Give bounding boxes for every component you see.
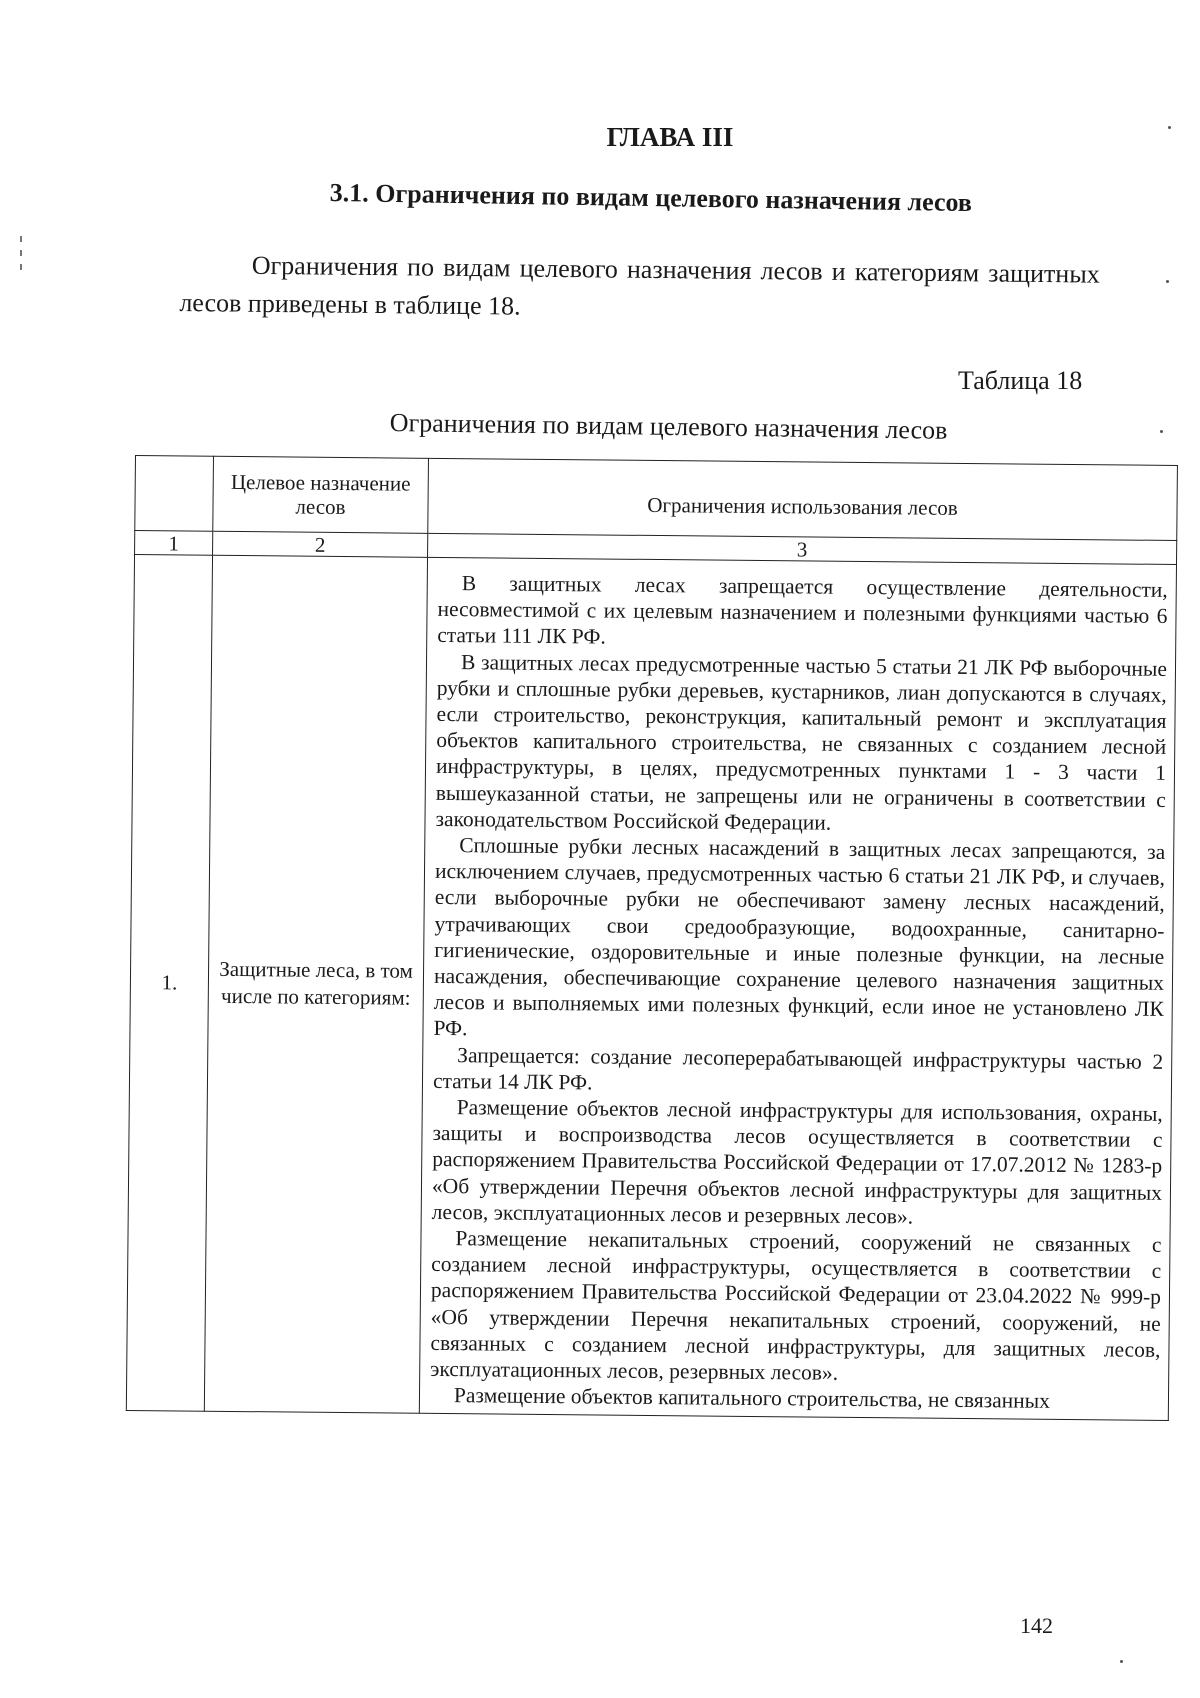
scan-speck [1168,126,1171,129]
page-number: 142 [1020,1613,1053,1638]
table-header-row [135,456,1178,541]
section-title: 3.1. Ограничения по видам целевого назначения лесов [329,178,973,218]
scan-speck [1160,430,1163,433]
restriction-paragraph: Сплошные рубки лесных насаждений в защитных лесах запрещаются, за исключением случаев, предусмотренных частью 6 статьи 21 ЛК РФ, и случаев, если выборочные рубки не обеспечивают замену лесных насаждений, утрачивающих свои средообразующие, водоохранные, санитарно-гигиенические, оздоровительные и иные полезные функции, на лесные насаждения, обеспечивающие сохранение целевого назначения защитных лесов и выполняемых ими полезных функций, если иное не установлено ЛК РФ. [433,833,1166,1041]
column-number: 2 [213,531,428,557]
header-col1 [135,456,214,532]
restriction-paragraph: В защитных лесах запрещается осуществление деятельности, несовместимой с их целевым назначением и полезными функциями частью 6 статьи 111 ЛК РФ. [437,571,1168,649]
restriction-paragraph: Размещение объектов капитального строительства, не связанных [453,1383,1051,1414]
row-purpose: Защитные леса, в том числе по категориям: [204,555,427,1413]
restriction-paragraph: Размещение некапитальных строений, сооружений не связанных с созданием лесной инфраструктуры, осуществляется в соответствии с распоряжением Правительства Российской Федерации от 23.04.2022 № 999-р «Об утверждении Перечня некапитальных строений, сооружений, не связанных с созданием лесной инфраструктуры, для защитных лесов, эксплуатационных лесов, резервных лесов». [430,1226,1162,1385]
restriction-paragraph: Запрещается: создание лесоперерабатывающей инфраструктуры частью 2 статьи 14 ЛК РФ. [432,1042,1164,1095]
header-purpose: Целевое назначение лесов [213,456,429,533]
restrictions-table [126,455,1177,1420]
header-restrictions: Ограничения использования лесов [428,458,1178,540]
row-restrictions [419,557,1176,1420]
column-number: 3 [428,533,1177,564]
scan-edge-mark [20,250,22,256]
table-row [126,555,1176,1420]
chapter-title: ГЛАВА III [606,122,734,152]
row-number: 1. [126,555,212,1411]
scan-edge-mark [20,264,22,270]
table-caption: Ограничения по видам целевого назначения лесов [389,408,948,445]
column-number: 1 [135,531,213,556]
table-number: Таблица 18 [958,366,1083,395]
scan-edge-mark [20,236,22,242]
intro-paragraph: Ограничения по видам целевого назначения лесов и категориям защитных лесов приведены в таблице 18. [179,250,1100,321]
scan-speck [1120,1660,1123,1663]
restriction-paragraph: Размещение объектов лесной инфраструктуры для использования, охраны, защиты и воспроизводства лесов осуществляется в соответствии с распоряжением Правительства Российской Федерации от 17.07.2012 № 1283-р «Об утверждении Перечня объектов лесной инфраструктуры для защитных лесов, эксплуатационных лесов и резервных лесов». [431,1095,1163,1229]
scan-speck [1166,280,1169,283]
restriction-paragraph: В защитных лесах предусмотренные частью 5 статьи 21 ЛК РФ выборочные рубки и сплошные рубки деревьев, кустарников, лиан допускаются в случаях, если строительство, реконструкция, капитальный ремонт и эксплуатация объектов капитального строительства, не связанных с созданием лесной инфраструктуры, в целях, предусмотренных пунктами 1 - 3 части 1 вышеуказанной статьи, не запрещены или не ограничены в соответствии с законодательством Российской Федерации. [435,649,1168,835]
